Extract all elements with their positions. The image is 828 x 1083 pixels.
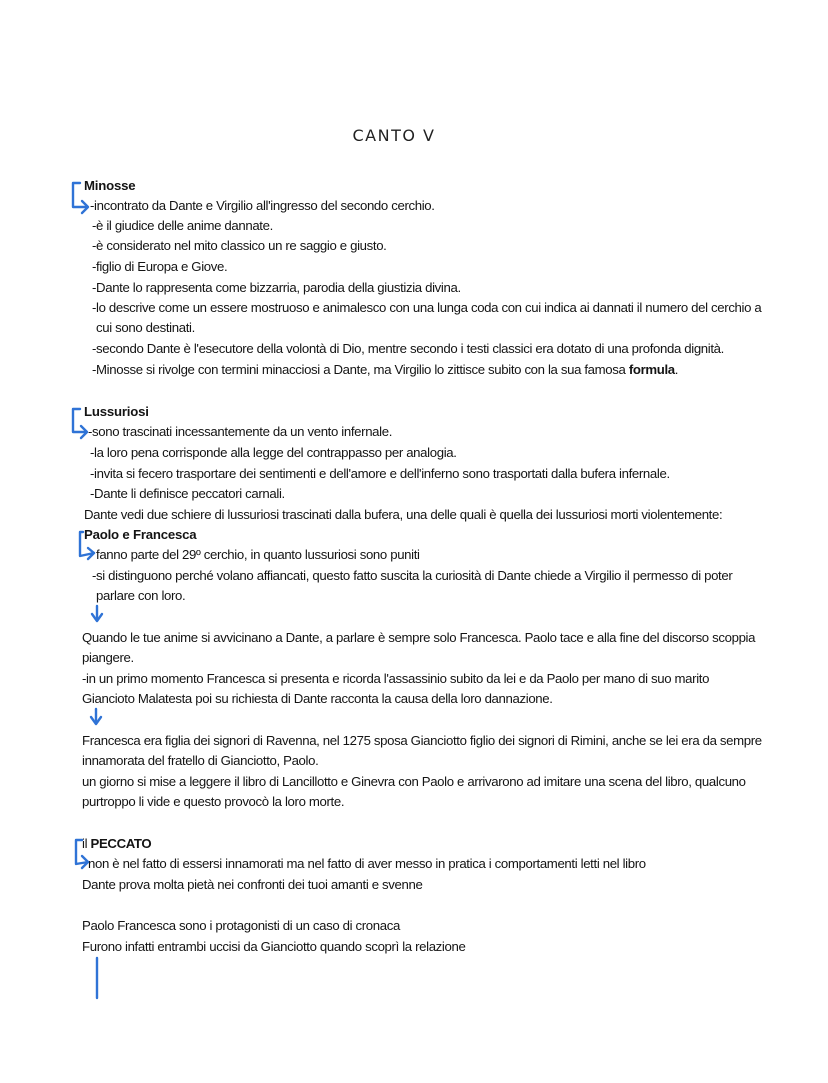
text-line: non è nel fatto di essersi innamorati ma nel fatto di aver messo in pratica i comportamenti letti nel libro: [88, 856, 646, 871]
text-line: Francesca era figlia dei signori di Ravenna, nel 1275 sposa Gianciotto figlio dei signori di Rimini, anche se lei era da sempre: [82, 733, 762, 748]
text-line: parlare con loro.: [96, 588, 186, 603]
text-line: -figlio di Europa e Giove.: [92, 259, 228, 274]
text-line: Quando le tue anime si avvicinano a Dante, a parlare è sempre solo Francesca. Paolo tace e alla fine del discorso scoppia: [82, 630, 756, 645]
section-heading-lussuriosi: Lussuriosi: [84, 404, 149, 419]
arrow-down-icon: [91, 709, 101, 724]
text-line: un giorno si mise a leggere il libro di Lancillotto e Ginevra con Paolo e arrivarono ad imitare una scena del libro, qualcuno: [82, 774, 746, 789]
text-line: -Dante lo rappresenta come bizzarria, parodia della giustizia divina.: [92, 280, 461, 295]
section-heading-minosse: Minosse: [84, 178, 136, 193]
text-line: -è considerato nel mito classico un re saggio e giusto.: [92, 238, 387, 253]
text-line: Dante vedi due schiere di lussuriosi trascinati dalla bufera, una delle quali è quella dei lussuriosi morti violentemente:: [84, 507, 723, 522]
bold-word-formula: formula: [628, 362, 675, 377]
text-line: piangere.: [82, 650, 134, 665]
bracket-arrow-icon: [73, 183, 88, 213]
section-heading-paolo-francesca: Paolo e Francesca: [84, 527, 197, 542]
text-span: .: [674, 362, 679, 377]
text-line: cui sono destinati.: [96, 320, 195, 335]
text-line: purtroppo li vide e questo provocò la loro morte.: [82, 794, 345, 809]
text-line: -lo descrive come un essere mostruoso e animalesco con una lunga coda con cui indica ai dannati il numero del cerchio a: [92, 300, 762, 315]
bracket-arrow-icon: [73, 409, 87, 438]
arrow-down-icon: [92, 606, 102, 621]
text-line: -secondo Dante è l'esecutore della volontà di Dio, mentre secondo i testi classici era dotato di una profonda dignità.: [92, 341, 724, 356]
page-title: CANTO V: [352, 126, 436, 145]
text-line: -si distinguono perché volano affiancati, questo fatto suscita la curiosità di Dante chiede a Virgilio il permesso di poter: [92, 568, 733, 583]
text-line: Giancioto Malatesta poi su richiesta di Dante racconta la causa della loro dannazione.: [82, 691, 553, 706]
text-line: -la loro pena corrisponde alla legge del contrappasso per analogia.: [90, 445, 457, 460]
text-line: Furono infatti entrambi uccisi da Gianciotto quando scoprì la relazione: [82, 939, 466, 954]
bracket-arrow-icon: [76, 840, 88, 868]
text-span: -Minosse si rivolge con termini minacciosi a Dante, ma Virgilio lo zittisce subito con la sua famosa: [92, 362, 626, 377]
text-line: -invita si fecero trasportare dei sentimenti e dell'amore e dell'inferno sono trasportati dalla bufera infernale.: [90, 466, 670, 481]
text-line: -incontrato da Dante e Virgilio all'ingresso del secondo cerchio.: [90, 198, 435, 213]
text-line: fanno parte del 29º cerchio, in quanto lussuriosi sono puniti: [96, 547, 420, 562]
text-line: Paolo Francesca sono i protagonisti di un caso di cronaca: [82, 918, 400, 933]
text-line: Dante prova molta pietà nei confronti dei tuoi amanti e svenne: [82, 877, 423, 892]
heading-prefix: il: [82, 836, 88, 851]
bracket-arrow-icon: [80, 532, 94, 559]
heading-bold: PECCATO: [90, 836, 152, 851]
text-line: -sono trascinati incessantemente da un vento infernale.: [88, 424, 393, 439]
text-line: -Dante li definisce peccatori carnali.: [90, 486, 285, 501]
text-line: -è il giudice delle anime dannate.: [92, 218, 273, 233]
text-line: -in un primo momento Francesca si presenta e ricorda l'assassinio subito da lei e da Paolo per mano di suo marito: [82, 671, 710, 686]
text-line: innamorata del fratello di Gianciotto, Paolo.: [82, 753, 319, 768]
